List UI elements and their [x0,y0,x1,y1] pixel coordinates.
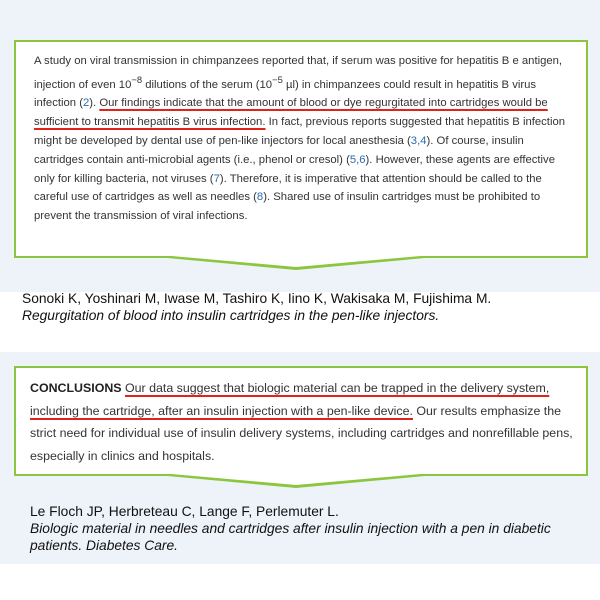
excerpt-1-sentence: dilutions of the serum (10 [142,78,273,91]
citation-2 [30,503,590,554]
excerpt-1-sentence: ). [89,97,100,110]
excerpt-1-sentence: ). However, these agents are effective only for killing bacteria, not viruses ( [34,153,555,185]
citation-authors: Le Floch JP, Herbreteau C, Lange F, Perlemuter L. [30,504,339,519]
excerpt-1-sentence: A study on viral transmission in chimpanzees reported that, if serum was positive for hepatitis B e antigen, injection of even 10 [34,55,563,91]
reference-link-3-4[interactable]: 3,4 [410,134,427,147]
citation-1 [22,290,582,324]
excerpt-callout-2 [14,366,588,476]
citation-title: Biologic material in needles and cartridges after insulin injection with a pen in diabetic patients. Diabetes Care. [30,521,551,553]
excerpt-1-text [34,52,576,226]
excerpt-callout-1 [14,40,588,258]
reference-link-2[interactable]: 2 [82,97,90,110]
highlighted-finding: Our findings indicate that the amount of blood or dye regurgitated into cartridges would be sufficient to transmit hepatitis B virus infection. [34,97,548,129]
citation-title: Regurgitation of blood into insulin cartridges in the pen-like injectors. [22,308,440,323]
excerpt-1-sentence: ). Of course, insulin cartridges contain anti-microbial agents (i.e., phenol or cresol) ( [34,134,524,166]
exponent: −8 [131,73,143,85]
excerpt-1-sentence: µl) in chimpanzees could result in hepatitis B virus infection ( [34,78,537,110]
callout-pointer [146,474,446,488]
citation-authors: Sonoki K, Yoshinari M, Iwase M, Tashiro K, Iino K, Wakisaka M, Fujishima M. [22,291,492,306]
exponent: −5 [272,73,283,85]
callout-pointer [146,256,446,270]
excerpt-1-sentence: In fact, previous reports suggested that hepatitis B infection might be developed by dental use of pen-like injectors for local anesthesia ( [34,116,566,147]
conclusions-label: CONCLUSIONS [30,381,122,395]
reference-link-8[interactable]: 8 [256,191,264,204]
excerpt-1-sentence: ). Shared use of insulin cartridges must be prohibited to prevent the transmission of viral infections. [34,191,541,223]
reference-link-5-6[interactable]: 5,6 [349,153,366,166]
highlighted-conclusion: Our data suggest that biologic material can be trapped in the delivery system, including the cartridge, after an insulin injection with a pen-like device. [30,381,550,418]
excerpt-2-sentence: Our results emphasize the strict need for individual use of insulin delivery systems, including cartridges and nonrefillable pens, especially in clinics and hospitals. [30,403,573,463]
excerpt-2-text [30,377,576,467]
reference-link-7[interactable]: 7 [213,172,220,185]
excerpt-1-sentence: ). Therefore, it is imperative that attention should be called to the careful use of cartridges as well as needles ( [34,172,542,204]
